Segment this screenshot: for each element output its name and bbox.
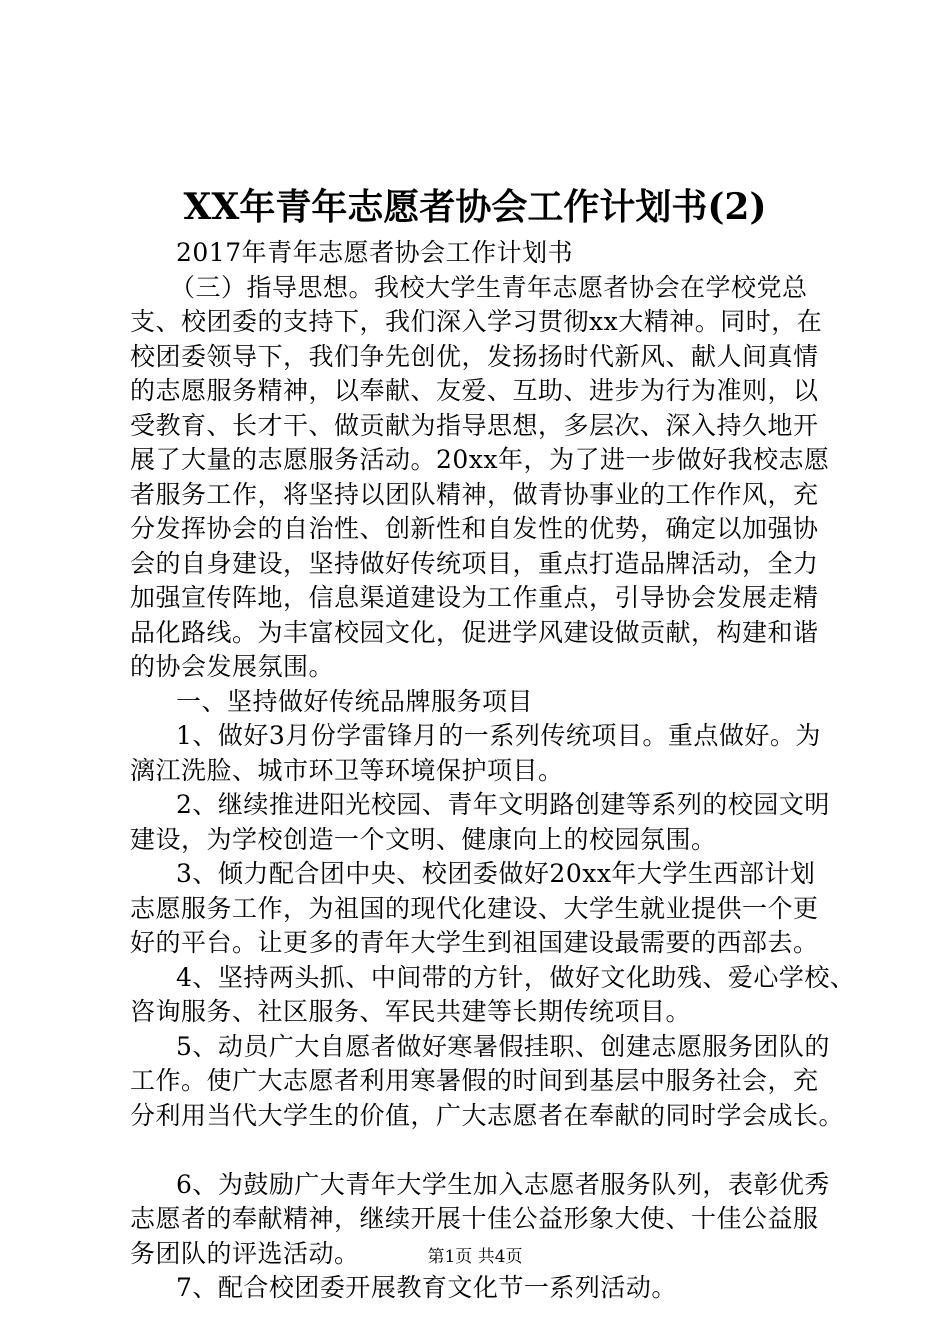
body-line: 展了大量的志愿服务活动。20xx年，为了进一步做好我校志愿 [130, 445, 830, 474]
body-line: 加强宣传阵地，信息渠道建设为工作重点，引导协会发展走精 [130, 583, 819, 612]
body-line: 1、做好3月份学雷锋月的一系列传统项目。重点做好。为 [176, 721, 821, 750]
body-line: 的协会发展氛围。 [130, 652, 335, 681]
body-line: 6、为鼓励广大青年大学生加入志愿者服务队列，表彰优秀 [176, 1169, 830, 1199]
body-line: 校团委领导下，我们争先创优，发扬扬时代新风、献人间真情 [130, 341, 819, 371]
body-line: 工作。使广大志愿者利用寒暑假的时间到基层中服务社会，充 [130, 1066, 819, 1095]
body-line: 志愿服务工作，为祖国的现代化建设、大学生就业提供一个更 [130, 893, 819, 923]
body-line: 分利用当代大学生的价值，广大志愿者在奉献的同时学会成长。 [130, 1100, 845, 1130]
page-number: 第1页 共4页 [427, 1247, 523, 1267]
body-line: 支、校团委的支持下，我们深入学习贯彻xx大精神。同时，在 [130, 307, 823, 336]
body-line: 建设，为学校创造一个文明、健康向上的校园氛围。 [130, 824, 717, 854]
body-line: 2、继续推进阳光校园、青年文明路创建等系列的校园文明 [176, 790, 830, 819]
body-line: 受教育、长才干、做贡献为指导思想，多层次、深入持久地开 [130, 410, 819, 440]
body-line: 2017年青年志愿者协会工作计划书 [176, 238, 574, 267]
body-line: （三）指导思想。我校大学生青年志愿者协会在学校党总 [170, 272, 808, 302]
document-body [130, 236, 856, 1306]
body-line: 好的平台。让更多的青年大学生到祖国建设最需要的西部去。 [130, 928, 819, 957]
body-line: 会的自身建设，坚持做好传统项目，重点打造品牌活动，全力 [130, 548, 819, 578]
blank-line [130, 1133, 850, 1168]
body-line: 志愿者的奉献精神，继续开展十佳公益形象大使、十佳公益服 [130, 1204, 819, 1233]
body-line: 漓江洗脸、城市环卫等环境保护项目。 [130, 755, 564, 785]
body-line: 者服务工作，将坚持以团队精神，做青协事业的工作作风，充 [130, 479, 819, 509]
section-heading: 一、坚持做好传统品牌服务项目 [176, 686, 534, 716]
document-title: XX年青年志愿者协会工作计划书(2) [183, 186, 767, 228]
body-line: 7、配合校团委开展教育文化节一系列活动。 [176, 1273, 677, 1302]
body-line: 务团队的评选活动。 [130, 1238, 360, 1268]
body-line: 4、坚持两头抓、中间带的方针，做好文化助残、爱心学校、 [176, 962, 856, 992]
body-line: 5、动员广大自愿者做好寒暑假挂职、创建志愿服务团队的 [176, 1031, 830, 1061]
body-line: 3、倾力配合团中央、校团委做好20xx年大学生西部计划 [176, 859, 816, 888]
body-line: 的志愿服务精神，以奉献、友爱、互助、进步为行为准则，以 [130, 376, 819, 405]
body-line: 分发挥协会的自治性、创新性和自发性的优势，确定以加强协 [130, 514, 819, 543]
body-line: 品化路线。为丰富校园文化，促进学风建设做贡献，构建和谐 [130, 617, 819, 647]
body-line: 咨询服务、社区服务、军民共建等长期传统项目。 [130, 997, 692, 1026]
